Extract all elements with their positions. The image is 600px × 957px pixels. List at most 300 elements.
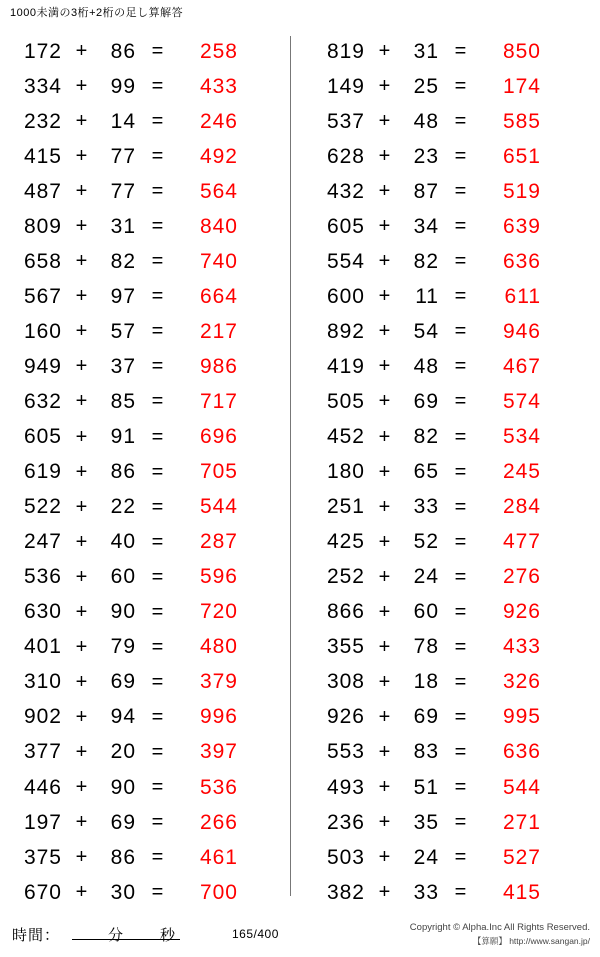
answer-value: 217 [199, 319, 238, 343]
operand-b: 24 [413, 565, 439, 589]
operand-b: 54 [413, 319, 439, 343]
operand-b: 60 [413, 600, 439, 624]
answer-value: 480 [199, 635, 238, 659]
operand-a: 866 [326, 600, 365, 624]
operand-b: 60 [110, 565, 136, 589]
operand-a: 926 [326, 705, 365, 729]
answer-value: 996 [199, 705, 238, 729]
answer-value: 926 [502, 600, 541, 624]
operand-a: 252 [326, 565, 365, 589]
answer-value: 544 [199, 495, 238, 519]
operand-a: 247 [23, 530, 62, 554]
operand-b: 86 [110, 845, 136, 869]
plus-icon: + [75, 565, 89, 588]
equals-icon: = [151, 250, 165, 273]
answer-value: 544 [502, 775, 541, 799]
operand-a: 605 [23, 425, 62, 449]
operand-a: 415 [23, 144, 62, 168]
equals-icon: = [151, 355, 165, 378]
problem-row [10, 69, 290, 104]
operand-a: 446 [23, 775, 62, 799]
plus-icon: + [378, 670, 392, 693]
equals-icon: = [454, 881, 468, 904]
equals-icon: = [454, 460, 468, 483]
plus-icon: + [378, 811, 392, 834]
answer-value: 636 [502, 740, 541, 764]
operand-b: 18 [413, 670, 439, 694]
plus-icon: + [75, 145, 89, 168]
answer-value: 986 [199, 354, 238, 378]
answer-value: 651 [502, 144, 541, 168]
equals-icon: = [151, 215, 165, 238]
problem-row [313, 875, 581, 910]
answer-value: 720 [199, 600, 238, 624]
operand-b: 90 [110, 600, 136, 624]
plus-icon: + [378, 355, 392, 378]
problem-row [10, 770, 290, 805]
equals-icon: = [454, 846, 468, 869]
operand-b: 25 [413, 74, 439, 98]
equals-icon: = [151, 811, 165, 834]
answer-value: 840 [199, 214, 238, 238]
operand-a: 310 [23, 670, 62, 694]
equals-icon: = [454, 565, 468, 588]
operand-a: 658 [23, 249, 62, 273]
equals-icon: = [454, 215, 468, 238]
plus-icon: + [75, 881, 89, 904]
equals-icon: = [454, 285, 468, 308]
operand-b: 78 [413, 635, 439, 659]
problem-row [313, 560, 581, 595]
operand-a: 160 [23, 319, 62, 343]
operand-a: 819 [326, 39, 365, 63]
equals-icon: = [151, 635, 165, 658]
equals-icon: = [151, 670, 165, 693]
plus-icon: + [378, 600, 392, 623]
problem-row [10, 384, 290, 419]
problem-row [10, 595, 290, 630]
problem-row [313, 805, 581, 840]
equals-icon: = [454, 75, 468, 98]
problem-row [313, 174, 581, 209]
plus-icon: + [75, 75, 89, 98]
operand-b: 82 [413, 249, 439, 273]
equals-icon: = [151, 530, 165, 553]
problem-row [10, 244, 290, 279]
operand-a: 809 [23, 214, 62, 238]
operand-b: 91 [110, 425, 136, 449]
answer-value: 461 [199, 845, 238, 869]
plus-icon: + [75, 390, 89, 413]
answer-value: 700 [199, 880, 238, 904]
problem-column-right [291, 30, 581, 910]
operand-a: 630 [23, 600, 62, 624]
operand-a: 334 [23, 74, 62, 98]
plus-icon: + [378, 846, 392, 869]
plus-icon: + [378, 75, 392, 98]
equals-icon: = [151, 40, 165, 63]
answer-value: 326 [502, 670, 541, 694]
answer-value: 564 [199, 179, 238, 203]
equals-icon: = [151, 285, 165, 308]
answer-value: 519 [502, 179, 541, 203]
time-label: 時間： [12, 927, 61, 944]
operand-b: 48 [413, 354, 439, 378]
problem-row [10, 630, 290, 665]
copyright-block [410, 921, 590, 947]
plus-icon: + [75, 705, 89, 728]
plus-icon: + [378, 530, 392, 553]
operand-a: 632 [23, 389, 62, 413]
plus-icon: + [378, 565, 392, 588]
operand-b: 94 [110, 705, 136, 729]
copyright-line1: Copyright © Alpha.Inc All Rights Reserved. [409, 922, 590, 933]
operand-b: 57 [110, 319, 136, 343]
problem-row [10, 209, 290, 244]
operand-a: 493 [326, 775, 365, 799]
equals-icon: = [454, 320, 468, 343]
plus-icon: + [75, 740, 89, 763]
operand-b: 82 [110, 249, 136, 273]
plus-icon: + [75, 180, 89, 203]
operand-a: 600 [326, 284, 365, 308]
operand-a: 503 [326, 845, 365, 869]
minutes-label: 分 [108, 927, 124, 944]
plus-icon: + [75, 215, 89, 238]
operand-a: 522 [23, 495, 62, 519]
operand-b: 52 [413, 530, 439, 554]
problem-row [313, 665, 581, 700]
operand-b: 82 [413, 425, 439, 449]
page-title: 1000未満の3桁+2桁の足し算解答 [10, 7, 184, 19]
problem-row [313, 770, 581, 805]
operand-b: 11 [415, 284, 439, 308]
equals-icon: = [454, 776, 468, 798]
operand-b: 77 [110, 144, 136, 168]
plus-icon: + [378, 881, 392, 904]
problem-row [10, 174, 290, 209]
operand-b: 24 [413, 845, 439, 869]
operand-a: 452 [326, 425, 365, 449]
answer-value: 946 [502, 319, 541, 343]
equals-icon: = [454, 811, 468, 834]
operand-a: 537 [326, 109, 365, 133]
operand-a: 197 [23, 810, 62, 834]
operand-b: 23 [413, 144, 439, 168]
answer-value: 850 [502, 39, 541, 63]
operand-b: 69 [413, 705, 439, 729]
operand-a: 236 [326, 810, 365, 834]
equals-icon: = [151, 705, 165, 728]
problem-row [10, 805, 290, 840]
plus-icon: + [378, 776, 392, 798]
operand-a: 425 [326, 530, 365, 554]
equals-icon: = [151, 320, 165, 343]
answer-value: 527 [502, 845, 541, 869]
plus-icon: + [378, 425, 392, 448]
answer-value: 433 [502, 635, 541, 659]
answer-value: 271 [502, 810, 541, 834]
answer-value: 258 [199, 39, 238, 63]
problem-row [313, 279, 581, 314]
plus-icon: + [75, 600, 89, 623]
operand-a: 172 [23, 39, 62, 63]
equals-icon: = [454, 425, 468, 448]
operand-b: 30 [110, 880, 136, 904]
problem-row [313, 455, 581, 490]
plus-icon: + [75, 425, 89, 448]
problem-row [313, 525, 581, 560]
equals-icon: = [151, 495, 165, 518]
operand-b: 86 [110, 460, 136, 484]
answer-value: 696 [199, 425, 238, 449]
operand-b: 20 [110, 740, 136, 764]
plus-icon: + [75, 635, 89, 658]
plus-icon: + [75, 460, 89, 483]
answer-value: 276 [502, 565, 541, 589]
problem-row [10, 560, 290, 595]
plus-icon: + [378, 110, 392, 133]
answer-value: 245 [502, 460, 541, 484]
operand-a: 419 [326, 354, 365, 378]
problem-row [313, 384, 581, 419]
equals-icon: = [454, 495, 468, 518]
problem-row [313, 840, 581, 875]
problem-row [10, 840, 290, 875]
answer-value: 636 [502, 249, 541, 273]
equals-icon: = [454, 530, 468, 553]
equals-icon: = [454, 145, 468, 168]
problem-row [10, 314, 290, 349]
operand-a: 487 [23, 179, 62, 203]
problem-row [313, 34, 581, 69]
operand-a: 902 [23, 705, 62, 729]
operand-a: 553 [326, 740, 365, 764]
equals-icon: = [454, 250, 468, 273]
answer-value: 574 [502, 389, 541, 413]
problem-row [313, 595, 581, 630]
problem-row [313, 735, 581, 770]
operand-a: 401 [23, 635, 62, 659]
operand-a: 505 [326, 389, 365, 413]
operand-b: 97 [110, 284, 136, 308]
problem-row [10, 420, 290, 455]
problem-row [10, 875, 290, 910]
operand-a: 308 [326, 670, 365, 694]
equals-icon: = [151, 75, 165, 98]
plus-icon: + [75, 355, 89, 378]
plus-icon: + [75, 320, 89, 343]
operand-a: 949 [23, 354, 62, 378]
plus-icon: + [378, 145, 392, 168]
operand-b: 87 [413, 179, 439, 203]
answer-value: 492 [199, 144, 238, 168]
operand-b: 34 [413, 214, 439, 238]
equals-icon: = [454, 670, 468, 693]
plus-icon: + [378, 250, 392, 273]
plus-icon: + [378, 285, 392, 308]
operand-a: 567 [23, 284, 62, 308]
answer-value: 705 [199, 460, 238, 484]
answer-value: 611 [504, 284, 541, 308]
operand-a: 619 [23, 460, 62, 484]
equals-icon: = [151, 776, 165, 798]
operand-a: 605 [326, 214, 365, 238]
operand-b: 37 [110, 354, 136, 378]
operand-b: 48 [413, 109, 439, 133]
problem-column-left [0, 30, 290, 910]
operand-b: 79 [110, 635, 136, 659]
operand-a: 375 [23, 845, 62, 869]
equals-icon: = [454, 705, 468, 728]
problem-row [313, 244, 581, 279]
seconds-label: 秒 [160, 927, 176, 944]
equals-icon: = [151, 600, 165, 623]
equals-icon: = [454, 355, 468, 378]
plus-icon: + [378, 635, 392, 658]
operand-b: 85 [110, 389, 136, 413]
plus-icon: + [378, 215, 392, 238]
plus-icon: + [378, 180, 392, 203]
answer-value: 246 [199, 109, 238, 133]
operand-b: 14 [110, 109, 136, 133]
problem-row [313, 490, 581, 525]
answer-value: 717 [199, 389, 238, 413]
plus-icon: + [75, 846, 89, 869]
problem-row [10, 665, 290, 700]
operand-a: 670 [23, 880, 62, 904]
answer-value: 740 [199, 249, 238, 273]
operand-a: 432 [326, 179, 365, 203]
operand-b: 31 [110, 214, 136, 238]
operand-a: 251 [326, 495, 365, 519]
operand-b: 51 [413, 775, 439, 799]
problem-row [10, 700, 290, 735]
equals-icon: = [151, 110, 165, 133]
problem-row [10, 349, 290, 384]
problem-row [313, 139, 581, 174]
operand-b: 65 [413, 460, 439, 484]
plus-icon: + [378, 740, 392, 763]
operand-b: 33 [413, 880, 439, 904]
page-number: 165/400 [232, 927, 279, 941]
operand-b: 69 [413, 389, 439, 413]
problem-row [10, 139, 290, 174]
answer-value: 664 [199, 284, 238, 308]
answer-value: 534 [502, 425, 541, 449]
answer-value: 639 [502, 214, 541, 238]
answer-value: 397 [199, 740, 238, 764]
operand-b: 33 [413, 495, 439, 519]
problem-row [313, 349, 581, 384]
operand-b: 31 [413, 39, 439, 63]
problem-row [10, 455, 290, 490]
plus-icon: + [75, 250, 89, 273]
operand-a: 536 [23, 565, 62, 589]
problem-row [313, 630, 581, 665]
operand-b: 69 [110, 810, 136, 834]
answer-value: 287 [199, 530, 238, 554]
plus-icon: + [378, 705, 392, 728]
plus-icon: + [75, 811, 89, 834]
problem-row [10, 34, 290, 69]
plus-icon: + [378, 320, 392, 343]
operand-a: 355 [326, 635, 365, 659]
operand-a: 232 [23, 109, 62, 133]
problem-row [313, 104, 581, 139]
plus-icon: + [75, 285, 89, 308]
problem-row [313, 420, 581, 455]
problem-row [10, 525, 290, 560]
equals-icon: = [151, 460, 165, 483]
operand-a: 892 [326, 319, 365, 343]
plus-icon: + [75, 530, 89, 553]
answer-value: 284 [502, 495, 541, 519]
problem-row [313, 69, 581, 104]
equals-icon: = [454, 390, 468, 413]
equals-icon: = [151, 565, 165, 588]
equals-icon: = [454, 40, 468, 63]
equals-icon: = [454, 600, 468, 623]
operand-a: 554 [326, 249, 365, 273]
operand-a: 628 [326, 144, 365, 168]
answer-value: 477 [502, 530, 541, 554]
copyright-line2[interactable]: 【算願】 http://www.sangan.jp/ [472, 935, 590, 946]
plus-icon: + [378, 390, 392, 413]
answer-value: 536 [199, 775, 238, 799]
operand-a: 149 [326, 74, 365, 98]
plus-icon: + [75, 40, 89, 63]
problem-row [313, 314, 581, 349]
problem-row [10, 490, 290, 525]
answer-value: 415 [502, 880, 541, 904]
plus-icon: + [75, 110, 89, 133]
page-footer [0, 915, 600, 957]
problem-row [10, 279, 290, 314]
answer-value: 995 [502, 705, 541, 729]
plus-icon: + [378, 460, 392, 483]
problem-row [313, 209, 581, 244]
equals-icon: = [454, 740, 468, 763]
operand-b: 86 [110, 39, 136, 63]
plus-icon: + [378, 495, 392, 518]
problems-area [0, 30, 600, 910]
operand-b: 99 [110, 74, 136, 98]
operand-b: 90 [110, 775, 136, 799]
operand-a: 180 [326, 460, 365, 484]
plus-icon: + [75, 495, 89, 518]
answer-value: 596 [199, 565, 238, 589]
answer-value: 433 [199, 74, 238, 98]
answer-value: 467 [502, 354, 541, 378]
operand-a: 382 [326, 880, 365, 904]
equals-icon: = [151, 425, 165, 448]
answer-value: 585 [502, 109, 541, 133]
operand-b: 40 [110, 530, 136, 554]
operand-b: 77 [110, 179, 136, 203]
problem-row [10, 104, 290, 139]
equals-icon: = [454, 180, 468, 203]
equals-icon: = [454, 110, 468, 133]
equals-icon: = [151, 390, 165, 413]
equals-icon: = [151, 846, 165, 869]
operand-b: 22 [110, 495, 136, 519]
answer-value: 174 [502, 74, 541, 98]
plus-icon: + [75, 776, 89, 798]
answer-value: 379 [199, 670, 238, 694]
operand-b: 83 [413, 740, 439, 764]
equals-icon: = [454, 635, 468, 658]
